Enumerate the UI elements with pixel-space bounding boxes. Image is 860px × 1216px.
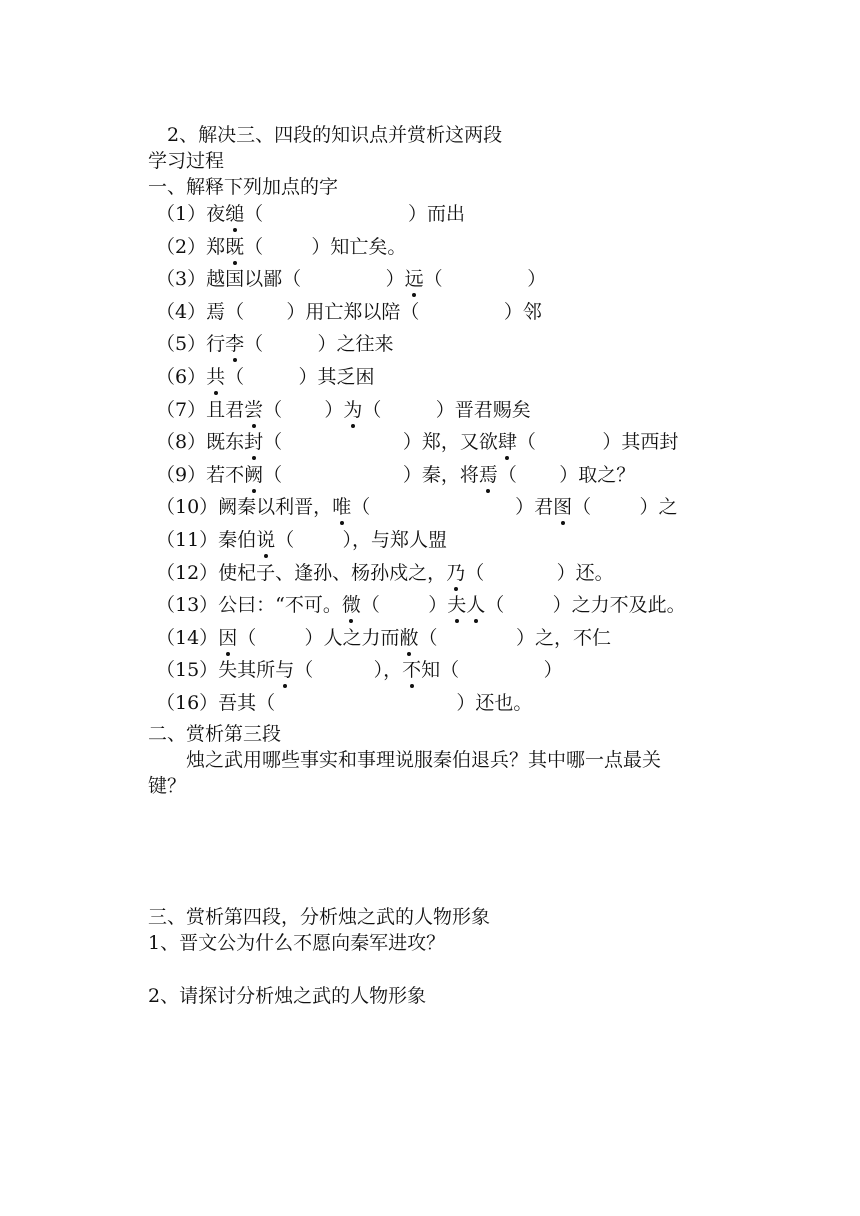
item-text: （ ）还。 [465,561,614,584]
dotted-character: 阙 [244,463,264,486]
vocab-item [156,528,447,552]
dotted-character: 不 [402,659,422,682]
item-text: （4）焉（ ）用亡郑以陪（ ）邻 [156,300,542,323]
section3-heading: 三、赏析第四段，分析烛之武的人物形象 [148,906,491,928]
dotted-character: 共 [206,366,226,388]
item-text: （3）越国以鄙（ ） [156,268,405,291]
objective-line: 2、解决三、四段的知识点并赏析这两段 [148,124,503,146]
dotted-character: 乃 [446,561,466,584]
dotted-character: 与 [275,659,295,682]
item-text: （ ）人之力而 [237,626,400,649]
item-text: （ ）之 [572,496,678,519]
vocab-item [156,332,393,356]
item-text: （ ）而出 [244,203,466,225]
item-text: （ ），与郑人盟 [275,529,448,551]
vocab-item [156,561,614,585]
vocab-item [156,267,546,291]
dotted-character: 唯 [332,496,352,519]
dotted-character: 微 [341,594,361,617]
dotted-character: 远 [404,268,424,291]
dotted-character: 因 [218,626,238,649]
item-text: （ ） [360,594,448,617]
vocab-item [156,593,686,617]
vocab-item [156,658,563,682]
dotted-character: 图 [553,496,573,519]
item-text: （13）公曰：“不可。 [156,594,342,617]
item-text: （ ）君 [351,496,554,519]
section2-question-line1: 烛之武用哪些事实和事理说服秦伯退兵？其中哪一点最关 [148,749,662,771]
item-text: （ ）， [294,659,403,682]
dotted-character: 尝 [244,398,264,421]
item-text: （ ）郑，又欲 [263,431,498,454]
dotted-character: 焉 [478,463,498,486]
item-text: （15）失其所 [156,659,276,682]
dotted-character: 说 [256,529,276,551]
item-text: （12）使杞子、逢孙、杨孙戍之， [156,561,447,584]
dotted-character: 缒 [225,203,245,225]
vocab-item [156,365,374,389]
vocab-item [156,202,465,226]
item-text: （6） [156,366,207,388]
vocab-item [156,495,678,519]
vocab-item [156,691,532,715]
section3-question-2: 2、请探讨分析烛之武的人物形象 [148,985,427,1007]
section3-question-1: 1、晋文公为什么不愿向秦军进攻？ [148,932,446,954]
item-text: （ ）其西封 [516,431,679,454]
dotted-character: 李 [225,333,245,356]
dotted-character: 敝 [399,626,419,649]
item-text: （9）若不 [156,463,245,486]
item-text: （14） [156,626,219,649]
item-text: （ ）之往来 [244,333,394,356]
item-text: （1）夜 [156,203,226,225]
item-text: （ ）其乏困 [225,366,375,388]
vocab-item [156,235,406,259]
process-title: 学习过程 [148,150,225,172]
dotted-character: 封 [244,431,264,454]
section1-heading: 一、解释下列加点的字 [148,176,339,198]
item-text: （ ）秦，将 [263,463,479,486]
item-text: （5）行 [156,333,226,356]
item-text: （8）既东 [156,431,245,454]
section2-heading: 二、赏析第三段 [148,723,282,745]
dotted-character: 既 [225,235,245,258]
item-text: （16）吾其（ ）还也。 [156,692,533,714]
item-text: 知（ ） [421,659,563,682]
dotted-character: 人 [466,594,486,617]
vocab-item [156,430,678,454]
dotted-character: 肆 [497,431,517,454]
item-text: （2）郑 [156,235,226,258]
item-text: （ ）之，不仁 [418,626,612,649]
dotted-character: 为 [343,398,363,421]
vocab-item [156,300,542,324]
item-text: （11）秦伯 [156,529,257,551]
item-text: （ ） [423,268,547,291]
item-text: （ ） [263,398,344,421]
section2-question-line2: 键？ [148,775,187,797]
item-text: （7）且君 [156,398,245,421]
item-text: （ ）之力不及此。 [485,594,686,617]
vocab-item [156,626,611,650]
item-text: （10）阙秦以利晋， [156,496,333,519]
item-text: （ ）知亡矣。 [244,235,407,258]
item-text: （ ）晋君赐矣 [362,398,531,421]
dotted-character: 夫 [447,594,467,617]
vocab-item [156,398,531,422]
item-text: （ ）取之？ [497,463,636,486]
vocab-item [156,463,635,487]
